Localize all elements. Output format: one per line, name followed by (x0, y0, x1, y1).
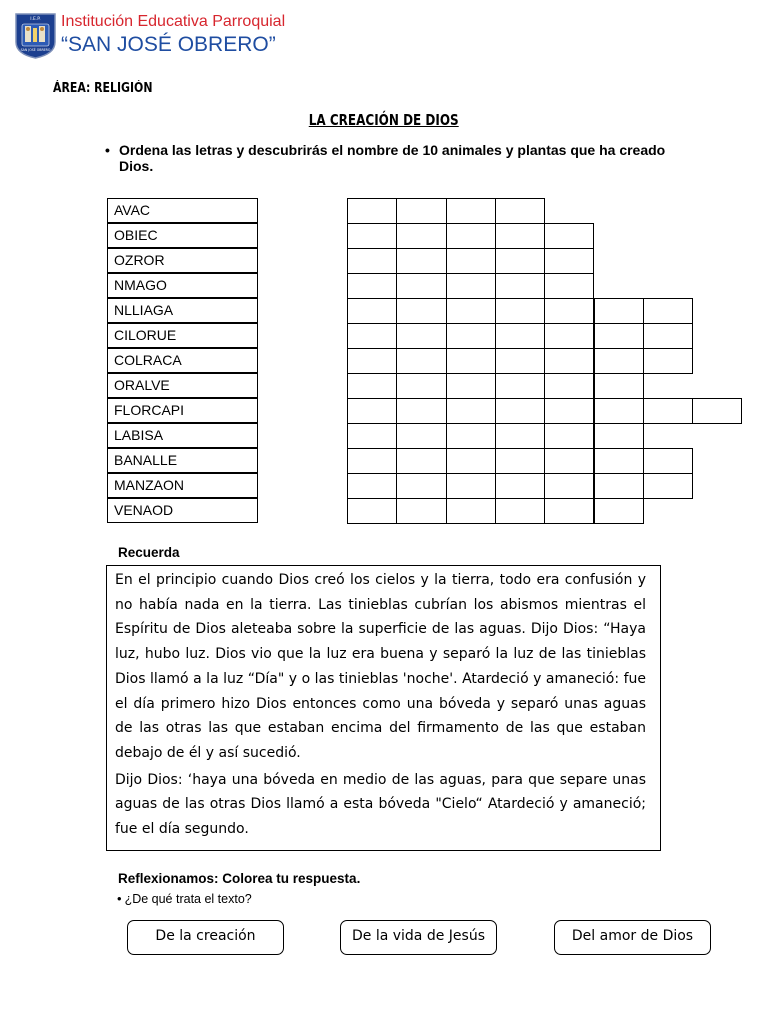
letter-cell[interactable] (396, 273, 446, 299)
school-crest-logo (14, 12, 57, 59)
logo-top-text: I.E.P. (30, 17, 41, 22)
page-title: LA CREACIÓN DE DIOS (309, 111, 459, 129)
letter-cell[interactable] (446, 298, 496, 324)
letter-cell[interactable] (396, 198, 446, 224)
recuerda-label: Recuerda (118, 545, 180, 560)
scrambled-word: ORALVE (107, 373, 258, 398)
letter-cell[interactable] (347, 498, 397, 524)
scrambled-word: FLORCAPI (107, 398, 258, 423)
letter-cell[interactable] (495, 273, 545, 299)
letter-cell[interactable] (495, 498, 545, 524)
page-title-container (0, 111, 768, 130)
letter-cell[interactable] (396, 448, 446, 474)
letter-cell[interactable] (495, 198, 545, 224)
letter-cell[interactable] (347, 473, 397, 499)
reflexionamos-label: Reflexionamos: Colorea tu respuesta. (118, 871, 361, 886)
letter-cell[interactable] (396, 298, 446, 324)
letter-cell[interactable] (594, 298, 644, 324)
letter-cell[interactable] (396, 373, 446, 399)
letter-cell[interactable] (594, 348, 644, 374)
letter-cell[interactable] (347, 398, 397, 424)
scrambled-word: CILORUE (107, 323, 258, 348)
letter-cell[interactable] (396, 473, 446, 499)
letter-cell[interactable] (643, 323, 693, 349)
scrambled-word: COLRACA (107, 348, 258, 373)
letter-cell[interactable] (643, 473, 693, 499)
letter-cell[interactable] (544, 273, 594, 299)
letter-cell[interactable] (347, 298, 397, 324)
letter-cell[interactable] (643, 348, 693, 374)
letter-cell[interactable] (495, 248, 545, 274)
letter-cell[interactable] (544, 473, 594, 499)
letter-cell[interactable] (396, 323, 446, 349)
letter-cell[interactable] (495, 473, 545, 499)
scrambled-word: VENAOD (107, 498, 258, 523)
letter-cell[interactable] (495, 348, 545, 374)
answer-option-gods-love[interactable]: Del amor de Dios (554, 920, 711, 955)
bullet: • (105, 142, 110, 158)
letter-cell[interactable] (643, 398, 693, 424)
answer-option-creation[interactable]: De la creación (127, 920, 284, 955)
letter-cell[interactable] (396, 348, 446, 374)
letter-cell[interactable] (446, 223, 496, 249)
story-paragraph: En el principio cuando Dios creó los cielos y la tierra, todo era confusión y no había nada en la tierra. Las tinieblas cubrían los abismos mientras el Espíritu de Dios aleteaba sobre la superficie de las aguas. Dijo Dios: “Haya luz, hubo luz. Dios vio que la luz era buena y separó la luz de las tinieblas Dios llamó a la luz “Día" y o las tinieblas 'noche'. Atardeció y amaneció: fue el día primero hizo Dios entonces como una bóveda y separó unas aguas de las otras las que estaban encima del firmamento de las que estaban debajo de él y así sucedió. (115, 572, 646, 761)
letter-cell[interactable] (594, 323, 644, 349)
letter-cell[interactable] (594, 373, 644, 399)
letter-cell[interactable] (446, 423, 496, 449)
letter-cell[interactable] (396, 498, 446, 524)
letter-cell[interactable] (594, 448, 644, 474)
letter-cell[interactable] (347, 248, 397, 274)
letter-cell[interactable] (446, 348, 496, 374)
letter-cell[interactable] (594, 473, 644, 499)
letter-cell[interactable] (544, 298, 594, 324)
letter-cell[interactable] (347, 273, 397, 299)
question (117, 891, 252, 907)
letter-cell[interactable] (544, 448, 594, 474)
letter-cell[interactable] (495, 298, 545, 324)
letter-cell[interactable] (446, 498, 496, 524)
letter-cell[interactable] (544, 423, 594, 449)
letter-cell[interactable] (347, 323, 397, 349)
story-paragraph: Dijo Dios: ‘haya una bóveda en medio de las aguas, para que separe unas aguas de las otras Dios llamó a esta bóveda "Cielo“ Atardeció y amaneció; fue el día segundo. (115, 771, 646, 838)
letter-cell[interactable] (594, 498, 644, 524)
subject-area-text: ÁREA: RELIGIÓN (53, 81, 153, 96)
scrambled-word: BANALLE (107, 448, 258, 473)
letter-cell[interactable] (594, 398, 644, 424)
logo-bottom-text: SAN JOSÉ OBRERO (20, 48, 51, 52)
letter-cell[interactable] (347, 223, 397, 249)
letter-cell[interactable] (495, 423, 545, 449)
letter-cell[interactable] (544, 248, 594, 274)
instruction (105, 142, 685, 174)
letter-cell[interactable] (495, 323, 545, 349)
school-name-line1: Institución Educativa Parroquial (61, 13, 286, 30)
letter-cell[interactable] (347, 423, 397, 449)
letter-cell[interactable] (396, 398, 446, 424)
scrambled-word: OBIEC (107, 223, 258, 248)
creation-story-box (106, 565, 661, 851)
letter-cell[interactable] (446, 473, 496, 499)
letter-cell[interactable] (446, 323, 496, 349)
letter-cell[interactable] (495, 448, 545, 474)
letter-cell[interactable] (446, 198, 496, 224)
letter-cell[interactable] (446, 248, 496, 274)
letter-cell[interactable] (643, 448, 693, 474)
letter-cell[interactable] (544, 348, 594, 374)
scrambled-word: AVAC (107, 198, 258, 223)
scrambled-word: LABISA (107, 423, 258, 448)
answer-option-jesus-life[interactable]: De la vida de Jesús (340, 920, 497, 955)
letter-cell[interactable] (446, 373, 496, 399)
letter-cell[interactable] (544, 223, 594, 249)
letter-cell[interactable] (446, 398, 496, 424)
letter-cell[interactable] (594, 423, 644, 449)
letter-cell[interactable] (643, 298, 693, 324)
letter-cell[interactable] (347, 198, 397, 224)
instruction-text: Ordena las letras y descubrirás el nombre de 10 animales y plantas que ha creado Dios. (119, 142, 666, 174)
letter-cell[interactable] (446, 448, 496, 474)
letter-cell[interactable] (396, 223, 446, 249)
letter-cell[interactable] (396, 248, 446, 274)
letter-cell[interactable] (495, 373, 545, 399)
letter-cell[interactable] (544, 398, 594, 424)
question-text: ¿De qué trata el texto? (124, 892, 252, 906)
letter-cell[interactable] (544, 498, 594, 524)
letter-cell[interactable] (347, 348, 397, 374)
letter-cell[interactable] (347, 448, 397, 474)
letter-cell[interactable] (544, 373, 594, 399)
school-name-line2: “SAN JOSÉ OBRERO” (61, 33, 276, 56)
subject-area-label (53, 81, 171, 97)
scrambled-word: OZROR (107, 248, 258, 273)
letter-cell[interactable] (396, 423, 446, 449)
letter-cell[interactable] (495, 223, 545, 249)
letter-cell[interactable] (692, 398, 742, 424)
scrambled-word: MANZAON (107, 473, 258, 498)
bullet: • (117, 891, 122, 906)
letter-cell[interactable] (446, 273, 496, 299)
scrambled-word: NMAGO (107, 273, 258, 298)
scrambled-word: NLLIAGA (107, 298, 258, 323)
letter-cell[interactable] (544, 323, 594, 349)
letter-cell[interactable] (495, 398, 545, 424)
letter-cell[interactable] (347, 373, 397, 399)
